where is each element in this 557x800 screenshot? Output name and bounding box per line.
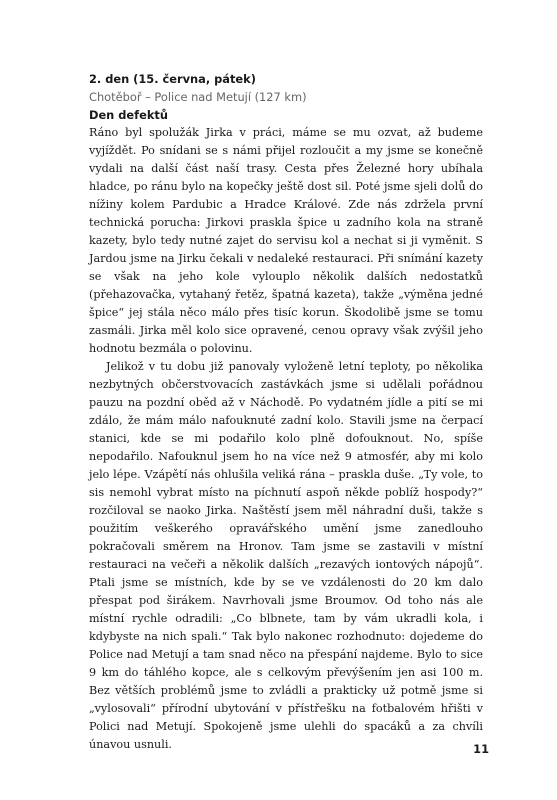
page-content <box>89 70 483 754</box>
paragraph-1: Ráno byl spolužák Jirka v práci, máme se mu ozvat, až budeme vyjíždět. Po snídani se s námi přijel rozloučit a my jsme se konečně vydali na další část naší trasy. Cesta přes Železné hory ubíhala hladce, po ránu bylo na kopečky ještě dost sil. Poté jsme sjeli dolů do nížiny kolem Pardubic a Hradce Králové. Zde nás zdržela první technická porucha: Jirkovi praskla špice u zadního kola na straně kazety, bylo tedy nutné zajet do servisu kol a nechat si ji vyměnit. S Jardou jsme na Jirku čekali v nedaleké restauraci. Při snímání kazety se však na jeho kole vylouplo několik dalších nedostatků (přehazovačka, vytahaný řetěz, špatná kazeta), takže „výměna jedné špice“ jej stála něco málo přes tisíc korun. Škodolibě jsme se tomu zasmáli. Jirka měl kolo sice opravené, cenou opravy však zvýšil jeho hodnotu bezmála o polovinu. <box>89 126 483 355</box>
day-heading: 2. den (15. června, pátek) <box>89 72 256 86</box>
route-subheading: Chotěboř – Police nad Metují (127 km) <box>89 90 307 104</box>
paragraph-2: Jelikož v tu dobu již panovaly vyloženě letní teploty, po několika nezbytných občerstvovacích zastávkách jsme si udělali pořádnou pauzu na pozdní oběd až v Náchodě. Po vydatném jídle a pití se mi zdálo, že mám málo nafouknuté zadní kolo. Stavili jsme na čerpací stanici, kde se mi podařilo kolo plně dofouknout. No, spíše nepodařilo. Nafouknul jsem ho na více než 9 atmosfér, aby mi kolo jelo lépe. Vzápětí nás ohlušila veliká rána – praskla duše. „Ty vole, to sis nemohl vybrat místo na píchnutí aspoň někde poblíž hospody?“ rozčiloval se naoko Jirka. Naštěstí jsem měl náhradní duši, takže s použitím veškerého opravářského umění jsme zanedlouho pokračovali směrem na Hronov. Tam jsme se zastavili v místní restauraci na večeři a několik dalších „rezavých iontových nápojů“. Ptali jsme se místních, kde by se ve vzdálenosti do 20 km dalo přespat pod širákem. Navrhovali jsme Broumov. Od toho nás ale místní rychle odradili: „Co blbnete, tam by vám ukradli kola, i kdybyste na nich spali.“ Tak bylo nakonec rozhodnuto: dojedeme do Police nad Metují a tam snad něco na přespání najdeme. Bylo to sice 9 km do táhlého kopce, ale s celkovým převýšením jen asi 100 m. Bez větších problémů jsme to zvládli a prakticky už potmě jsme si „vylosovali“ přírodní ubytování v přístřešku na fotbalovém hřišti v Polici nad Metují. Spokojeně jsme ulehli do spacáků a za chvíli únavou usnuli. <box>89 360 483 751</box>
page-number: 11 <box>473 742 489 756</box>
section-title: Den defektů <box>89 108 168 122</box>
